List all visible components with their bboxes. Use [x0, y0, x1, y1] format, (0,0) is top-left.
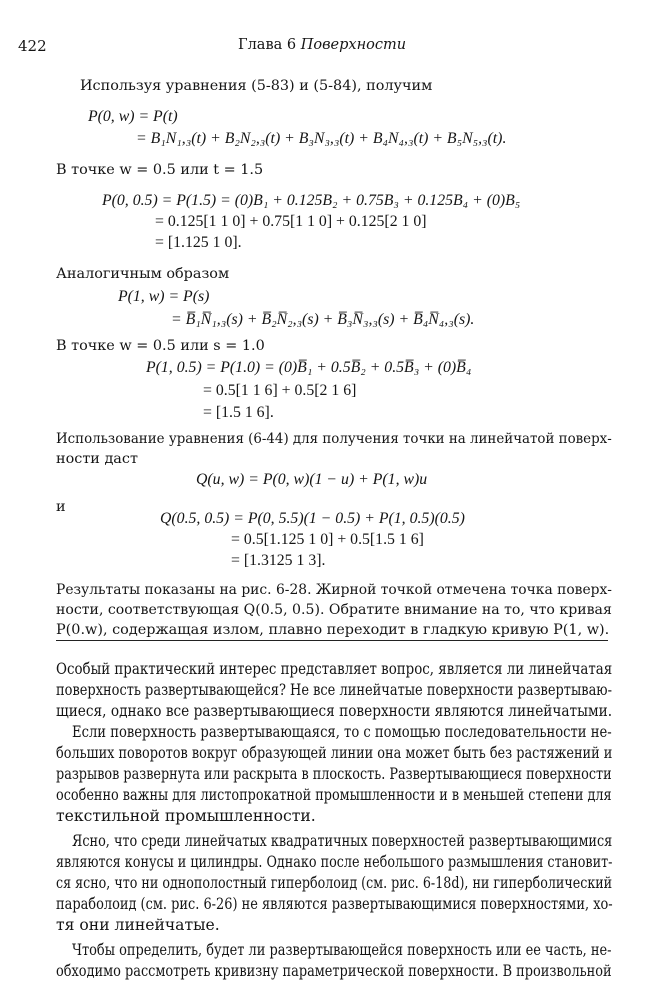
result-line-2: ности, соответствующая Q(0.5, 0.5). Обратите внимание на то, что кривая [56, 602, 612, 618]
similarly-label: Аналогичным образом [56, 266, 230, 282]
equation-4-line-1: P(1, 0.5) = P(1.0) = (0)B̅₁ + 0.5B̅₂ + 0.5B̅₃ + (0)B̅₄ [146, 359, 472, 376]
equation-4-line-3: = [1.5 1 6]. [203, 404, 274, 421]
result-line-1: Результаты показаны на рис. 6-28. Жирной точкой отмечена точка поверх- [56, 582, 612, 598]
running-header [238, 37, 406, 53]
paragraph-2-line-2: больших поворотов вокруг образующей линии она может быть без растяжений и [56, 744, 613, 762]
equation-5: Q(u, w) = P(0, w)(1 − u) + P(1, w)u [196, 471, 428, 488]
paragraph-1-line-3: щиеся, однако все развертывающиеся поверхности являются линейчатыми. [56, 702, 613, 720]
point-condition-2: В точке w = 0.5 или s = 1.0 [56, 338, 265, 354]
paragraph-3-line-5: тя они линейчатые. [56, 916, 220, 934]
equation-2-line-1: P(0, 0.5) = P(1.5) = (0)B₁ + 0.125B₂ + 0.75B₃ + 0.125B₄ + (0)B₅ [102, 192, 521, 209]
equation-1-line-2: = B₁N₁,₃(t) + B₂N₂,₃(t) + B₃N₃,₃(t) + B₄N₄,₃(t) + B₅N₅,₃(t). [136, 130, 507, 147]
paragraph-2-line-1: Если поверхность развертывающаяся, то с помощью последовательности не- [72, 723, 612, 741]
equation-4-line-2: = 0.5[1 1 6] + 0.5[2 1 6] [203, 382, 357, 399]
usage-line-2: ности даст [56, 451, 138, 467]
paragraph-2-line-5: текстильной промышленности. [56, 807, 316, 825]
paragraph-3-line-3: ся ясно, что ни однополостный гиперболоид (см. рис. 6-18d), ни гиперболический [56, 874, 613, 892]
equation-2-line-2: = 0.125[1 1 0] + 0.75[1 1 0] + 0.125[2 1 0] [155, 213, 427, 230]
equation-1-line-1: P(0, w) = P(t) [88, 108, 178, 125]
result-line-3: P(0.w), содержащая излом, плавно переходит в гладкую кривую P(1, w). [56, 622, 610, 638]
paragraph-2-line-3: разрывов развернута или раскрыта в плоскость. Развертывающиеся поверхности [56, 765, 612, 783]
equation-6-line-3: = [1.3125 1 3]. [231, 552, 326, 569]
paragraph-4-line-2: обходимо рассмотреть кривизну параметрической поверхности. В произвольной [56, 962, 612, 980]
equation-6-line-2: = 0.5[1.125 1 0] + 0.5[1.5 1 6] [231, 531, 424, 548]
usage-line-1: Использование уравнения (6-44) для получения точки на линейчатой поверх- [56, 431, 612, 447]
paragraph-1-line-1: Особый практический интерес представляет вопрос, является ли линейчатая [56, 660, 613, 678]
equation-6-line-1: Q(0.5, 0.5) = P(0, 5.5)(1 − 0.5) + P(1, 0.5)(0.5) [160, 510, 465, 527]
equation-3-line-2: = B̅₁N̅₁,₃(s) + B̅₂N̅₂,₃(s) + B̅₃N̅₃,₃(s) + B̅₄N̅₄,₃(s). [171, 311, 475, 328]
equation-2-line-3: = [1.125 1 0]. [155, 234, 242, 251]
paragraph-2-line-4: особенно важны для листопрокатной промышленности и в меньшей степени для [56, 786, 612, 804]
equation-3-line-1: P(1, w) = P(s) [118, 288, 210, 305]
point-condition-1: В точке w = 0.5 или t = 1.5 [56, 162, 264, 178]
chapter-label: Глава 6 [238, 37, 297, 53]
paragraph-3-line-2: являются конусы и цилиндры. Однако после небольшого размышления становит- [56, 853, 613, 871]
paragraph-3-line-1: Ясно, что среди линейчатых квадратичных поверхностей развертывающимися [72, 832, 613, 850]
paragraph-4-line-1: Чтобы определить, будет ли развертывающейся поверхность или ее часть, не- [72, 941, 612, 959]
chapter-title: Поверхности [300, 37, 407, 53]
paragraph-3-line-4: параболоид (см. рис. 6-26) не являются развертывающимися поверхностями, хо- [56, 895, 613, 913]
page-number: 422 [18, 37, 47, 55]
and-label: и [56, 499, 66, 515]
paragraph-1-line-2: поверхность развертывающейся? Не все линейчатые поверхности развертываю- [56, 681, 612, 699]
example-intro: Используя уравнения (5-83) и (5-84), получим [80, 78, 433, 94]
example-end-rule [56, 640, 608, 641]
